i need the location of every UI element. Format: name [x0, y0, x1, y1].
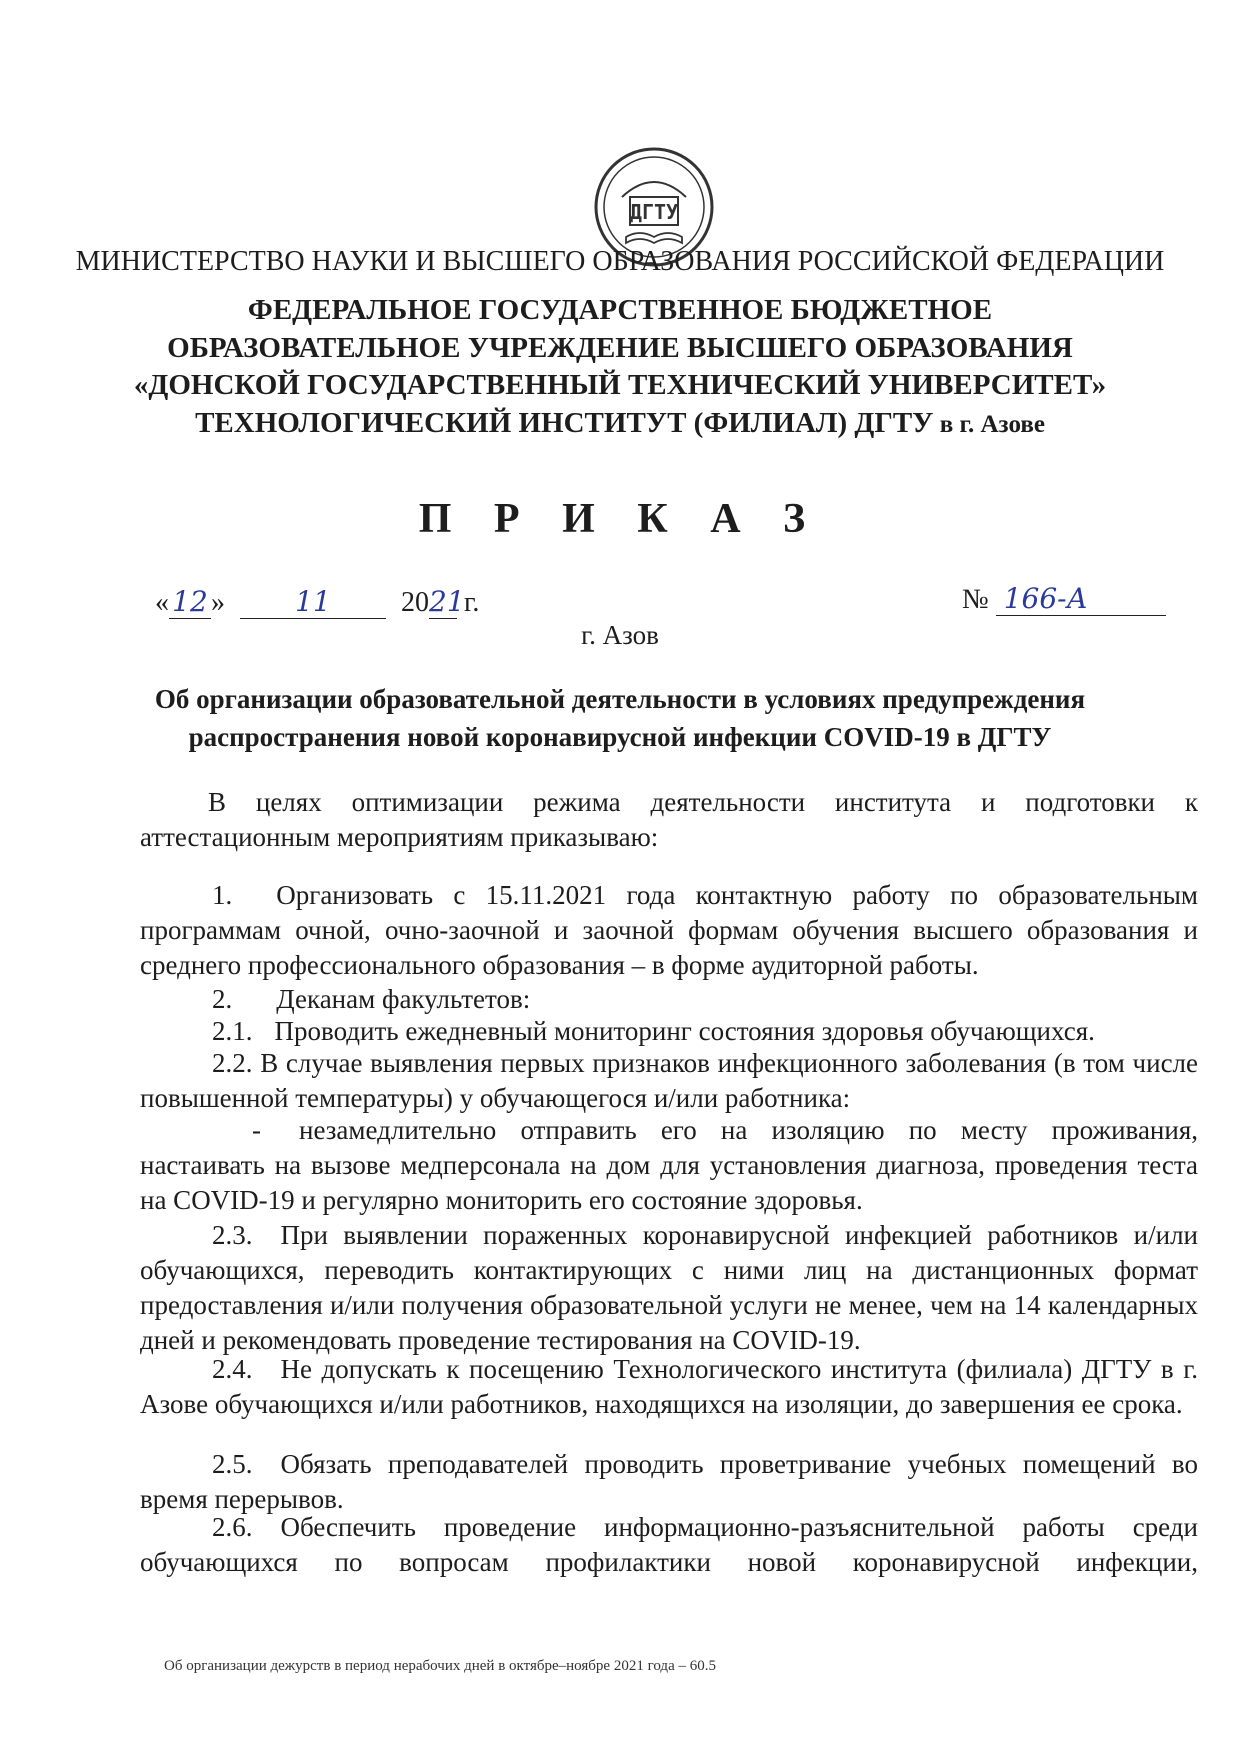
- item-1-number: 1.: [212, 880, 233, 910]
- item-2-5-number: 2.5.: [212, 1449, 253, 1479]
- institute-name: [0, 404, 1240, 444]
- order-date: [155, 585, 479, 619]
- item-2-6-text: Обеспечить проведение информационно-разъяснительной работы среди обучающихся по вопросам профилактики новой коронавирусной инфекции,: [140, 1512, 1198, 1577]
- item-2-4-number: 2.4.: [212, 1354, 253, 1384]
- date-year-suffix: 21: [429, 585, 465, 618]
- title-line-2: распространения новой коронавирусной инфекции COVID-19 в ДГТУ: [188, 722, 1052, 752]
- item-2-3-number: 2.3.: [212, 1220, 253, 1250]
- intro-paragraph: В целях оптимизации режима деятельности института и подготовки к аттестационным мероприятиям приказываю:: [140, 787, 1198, 852]
- date-year-unit: г.: [464, 587, 480, 618]
- institute-city: в г. Азове: [933, 411, 1045, 438]
- item-2-5-text: Обязать преподавателей проводить проветривание учебных помещений во время перерывов.: [140, 1449, 1198, 1514]
- dash-marker: -: [252, 1115, 261, 1145]
- item-dash: [140, 1113, 1198, 1218]
- item-2-4: [140, 1352, 1198, 1422]
- date-month: 11: [240, 585, 386, 619]
- order-number: [962, 582, 1166, 616]
- city-name: г. Азов: [581, 620, 659, 650]
- item-2-text: Деканам факультетов:: [276, 984, 531, 1014]
- item-2-1: [140, 1014, 1198, 1049]
- date-year-prefix: 20: [401, 587, 429, 618]
- item-1-text: Организовать с 15.11.2021 года контактную работу по образовательным программам очной, очно-заочной и заочной формам обучения высшего образования и среднего профессионального образования – в форме аудиторной работы.: [140, 880, 1198, 980]
- item-2-5: [140, 1447, 1198, 1517]
- date-open-quote: «: [155, 587, 169, 618]
- item-2-2-number: 2.2.: [212, 1048, 253, 1078]
- item-2-2-text: В случае выявления первых признаков инфекционного заболевания (в том числе повышенной температуры) у обучающегося и/или работника:: [140, 1048, 1199, 1113]
- document-title: [0, 680, 1240, 756]
- item-2-4-text: Не допускать к посещению Технологического института (филиала) ДГТУ в г. Азове обучающихся и/или работников, находящихся на изоляции, до завершения ее срока.: [140, 1354, 1198, 1419]
- number-label: №: [962, 584, 989, 615]
- institute-main: ТЕХНОЛОГИЧЕСКИЙ ИНСТИТУТ (ФИЛИАЛ) ДГТУ: [195, 407, 934, 439]
- item-2-6: [140, 1510, 1198, 1580]
- page-footer: Об организации дежурств в период нерабочих дней в октябре–ноябре 2021 года – 60.5: [164, 1658, 716, 1674]
- item-1: [140, 878, 1198, 983]
- item-2-1-text: Проводить ежедневный мониторинг состояния здоровья обучающихся.: [274, 1016, 1095, 1046]
- title-line-1: Об организации образовательной деятельности в условиях предупреждения: [154, 684, 1086, 714]
- item-2-number: 2.: [212, 984, 233, 1014]
- item-2-3: [140, 1218, 1198, 1358]
- item-2-6-number: 2.6.: [212, 1512, 253, 1542]
- document-type: П Р И К А З: [418, 496, 822, 542]
- item-2-3-text: При выявлении пораженных коронавирусной инфекцией работников и/или обучающихся, переводить контактирующих с ними лиц на дистанционных формат предоставления и/или получения образовательной услуги не менее, чем на 14 календарных дней и рекомендовать проведение тестирования на COVID-19.: [140, 1220, 1198, 1355]
- org-name-line-3: «ДОНСКОЙ ГОСУДАРСТВЕННЫЙ ТЕХНИЧЕСКИЙ УНИВЕРСИТЕТ»: [133, 369, 1107, 401]
- org-name-line-1: ФЕДЕРАЛЬНОЕ ГОСУДАРСТВЕННОЕ БЮДЖЕТНОЕ: [247, 294, 993, 326]
- item-2-1-number: 2.1.: [212, 1016, 253, 1046]
- item-2: [140, 982, 1198, 1017]
- dash-text: незамедлительно отправить его на изоляцию по месту проживания, настаивать на вызове медперсонала на дом для установления диагноза, проведения теста на COVID-19 и регулярно мониторить его состояние здоровья.: [140, 1115, 1198, 1215]
- item-2-2: [140, 1046, 1198, 1116]
- date-close-quote: »: [211, 587, 225, 618]
- ministry-name: МИНИСТЕРСТВО НАУКИ И ВЫСШЕГО ОБРАЗОВАНИЯ РОССИЙСКОЙ ФЕДЕРАЦИИ: [75, 246, 1165, 277]
- org-name-line-2: ОБРАЗОВАТЕЛЬНОЕ УЧРЕЖДЕНИЕ ВЫСШЕГО ОБРАЗОВАНИЯ: [167, 332, 1073, 364]
- logo-text: ДГТУ: [629, 200, 679, 224]
- date-day: 12: [169, 585, 211, 619]
- number-value: 166-А: [996, 582, 1166, 616]
